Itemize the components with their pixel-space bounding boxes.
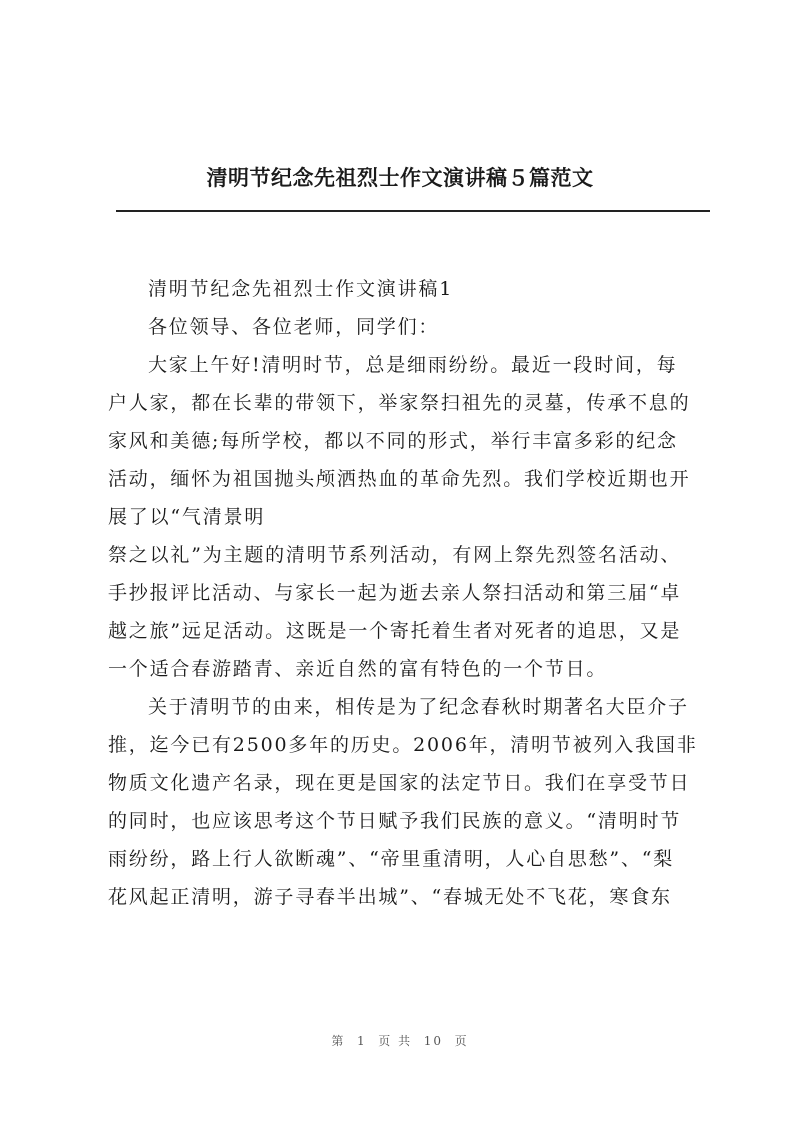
page-footer: 第 1 页 共 10 页	[331, 1034, 469, 1048]
text-line: 清明节纪念先祖烈士作文演讲稿1	[148, 278, 454, 300]
document-body	[108, 270, 708, 916]
text-line: 手抄报评比活动、与家长一起为逝去亲人祭扫活动和第三届“卓	[108, 582, 682, 604]
text-line: 的同时，也应该思考这个节日赋予我们民族的意义。“清明时节	[108, 810, 682, 832]
document-title: 清明节纪念先祖烈士作文演讲稿５篇范文	[206, 165, 594, 190]
text-line: 越之旅”远足活动。这既是一个寄托着生者对死者的追思，又是	[108, 620, 682, 642]
text-line: 活动，缅怀为祖国抛头颅洒热血的革命先烈。我们学校近期也开	[108, 468, 691, 490]
text-line: 展了以“气清景明	[108, 506, 266, 528]
text-line: 家风和美德;每所学校，都以不同的形式，举行丰富多彩的纪念	[108, 430, 678, 452]
text-line: 一个适合春游踏青、亲近自然的富有特色的一个节日。	[108, 658, 608, 680]
text-line: 花风起正清明，游子寻春半出城”、“春城无处不飞花，寒食东	[108, 886, 672, 908]
text-line: 各位领导、各位老师，同学们：	[148, 316, 440, 338]
text-line: 雨纷纷，路上行人欲断魂”、“帝里重清明，人心自思愁”、“梨	[108, 848, 675, 870]
text-line: 物质文化遗产名录，现在更是国家的法定节日。我们在享受节日	[108, 772, 691, 794]
text-line: 大家上午好!清明时节，总是细雨纷纷。最近一段时间，每	[148, 354, 678, 376]
text-line: 祭之以礼”为主题的清明节系列活动，有网上祭先烈签名活动、	[108, 544, 682, 566]
text-line: 户人家，都在长辈的带领下，举家祭扫祖先的灵墓，传承不息的	[108, 392, 691, 414]
title-underline	[116, 210, 710, 212]
text-line: 关于清明节的由来，相传是为了纪念春秋时期著名大臣介子	[148, 696, 689, 718]
text-line: 推，迄今已有2500多年的历史。2006年，清明节被列入我国非	[108, 734, 698, 756]
